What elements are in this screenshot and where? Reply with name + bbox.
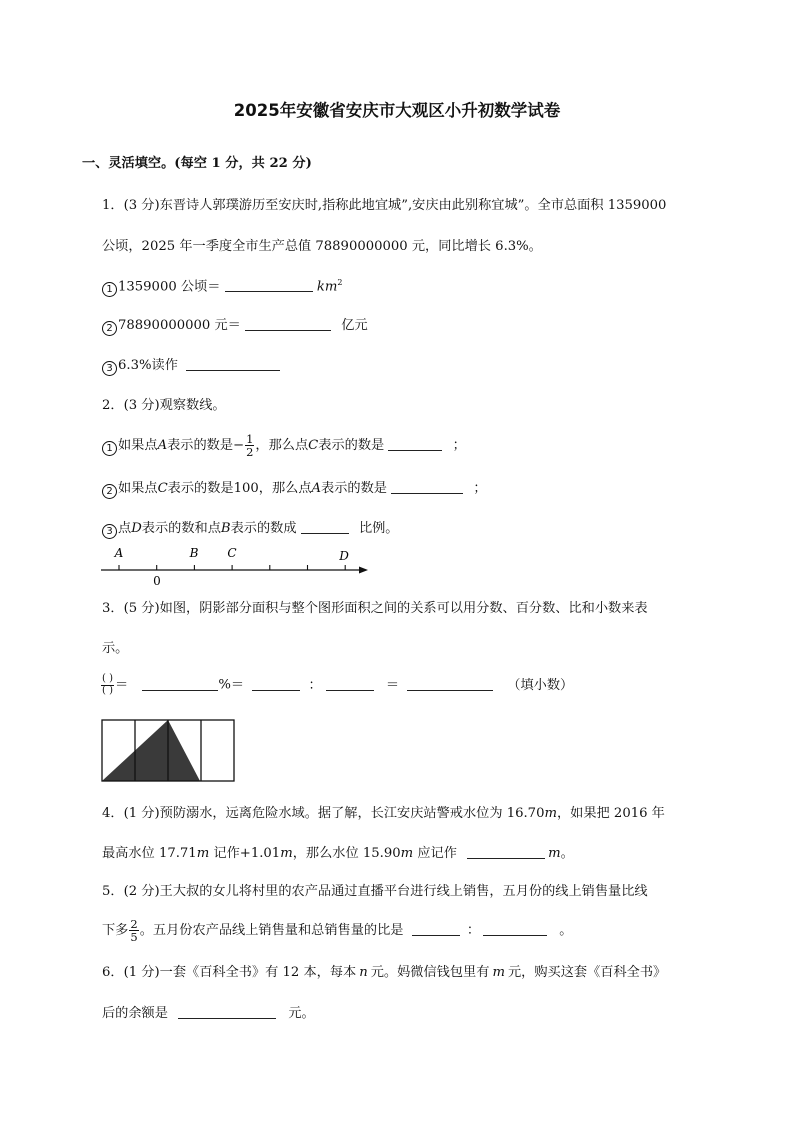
- q6-text-d: 后的余额是: [102, 1006, 168, 1021]
- q2-sub1-text-d: 表示的数是: [318, 438, 385, 454]
- var-c: C: [157, 481, 168, 496]
- q3-blank-ratio-left[interactable]: [252, 678, 300, 691]
- circle-marker: 2: [102, 321, 117, 336]
- point-label-b: B: [189, 546, 199, 560]
- q1-line1: 1．(3 分)东晋诗人郭璞游历至安庆时,指称此地宜城”,安庆由此别称宜城”。全市总面积 1359000: [102, 198, 667, 213]
- q2-sub3-blank[interactable]: [301, 521, 349, 534]
- q4-text-a: 4．(1 分)预防溺水，远离危险水域。据了解，长江安庆站警戒水位为 16.70: [102, 806, 545, 821]
- circle-marker: 3: [102, 361, 117, 376]
- q1-sub2-text: 78890000000 元＝: [118, 318, 241, 333]
- circle-marker: 1: [102, 282, 117, 297]
- shaded-figure: [100, 718, 240, 784]
- q6-text-a: 6．(1 分)一套《百科全书》有 12 本，每本: [102, 965, 357, 980]
- var-d: D: [131, 521, 142, 536]
- q3-blank-decimal[interactable]: [407, 678, 493, 691]
- page-title: 2025年安徽省安庆市大观区小升初数学试卷: [233, 101, 561, 120]
- q3-line2: 示。: [102, 641, 129, 656]
- var-n: n: [359, 965, 368, 980]
- q4-text-f: 应记作: [413, 846, 457, 861]
- number-line-arrow: [359, 567, 368, 574]
- q2-sub2-text-c: 表示的数是: [321, 481, 387, 496]
- point-label-c: C: [227, 546, 237, 560]
- q2-sub2-text-a: 如果点: [118, 481, 158, 496]
- colon: ：: [308, 677, 322, 693]
- q6-blank[interactable]: [178, 1006, 276, 1019]
- q4-text-c: 最高水位 17.71: [102, 846, 197, 861]
- section-heading-1: 一、灵活填空。(每空 1 分，共 22 分): [82, 156, 312, 171]
- point-label-a: A: [114, 546, 124, 560]
- q2-sub1: [102, 433, 466, 458]
- q2-line1: 2．(3 分)观察数线。: [102, 398, 226, 413]
- shaded-triangle: [102, 720, 200, 781]
- fraction-denominator: 2: [246, 445, 254, 460]
- q3-answer-row: [100, 674, 573, 696]
- fraction-denominator: 5: [130, 930, 138, 945]
- q6-line1: [102, 966, 666, 979]
- unit-m: m: [196, 846, 210, 861]
- q3-hint: （填小数）: [507, 677, 574, 693]
- q4-text-e: ，那么水位 15.90: [292, 846, 401, 861]
- q2-sub1-blank[interactable]: [388, 438, 442, 451]
- zero-label: 0: [153, 574, 161, 588]
- q5-line1: 5．(2 分)王大叔的女儿将村里的农产品通过直播平台进行线上销售，五月份的线上销售量比线: [102, 884, 648, 899]
- q1-sub2-blank[interactable]: [245, 318, 331, 331]
- q6-text-e: 元。: [288, 1006, 315, 1021]
- q4-text-d: 记作+1.01: [209, 846, 281, 861]
- number-line-ticks: [119, 565, 345, 570]
- number-line: [98, 544, 388, 594]
- q6-text-b: 元。妈微信钱包里有: [370, 965, 490, 980]
- q1-sub2-unit: 亿元: [341, 318, 368, 333]
- q3-fraction: [101, 674, 114, 696]
- q4-end: 。: [560, 846, 574, 861]
- q5-end: 。: [559, 923, 573, 939]
- q3-blank-percent[interactable]: [142, 678, 218, 691]
- q1-sub1-unit-sup: 2: [337, 278, 343, 287]
- fraction-neg-half: [245, 433, 254, 458]
- fraction-numerator: ( ): [102, 673, 113, 684]
- var-m: m: [492, 965, 505, 980]
- q2-sub1-text-b: 表示的数是: [167, 438, 234, 454]
- q1-sub1: [102, 279, 343, 297]
- q1-sub1-text: 1359000 公顷＝: [118, 279, 221, 295]
- q1-sub2: [102, 318, 368, 336]
- q4-line1: [102, 807, 665, 820]
- circle-marker: 1: [102, 441, 117, 456]
- percent-equals: %＝: [218, 677, 245, 693]
- fraction-two-fifths: [129, 918, 138, 943]
- q6-line2: [102, 1006, 315, 1020]
- q1-line2: 公顷，2025 年一季度全市生产总值 78890000000 元，同比增长 6.3%。: [102, 239, 542, 254]
- q1-sub1-blank[interactable]: [225, 279, 313, 292]
- q5-text-b: 。五月份农产品线上销售量和总销售量的比是: [139, 923, 404, 939]
- point-label-d: D: [339, 549, 349, 563]
- unit-m: m: [544, 806, 557, 821]
- circle-marker: 3: [102, 524, 117, 539]
- unit-m: m: [548, 846, 561, 861]
- q2-sub3: [102, 521, 399, 539]
- q2-sub1-text-a: 如果点: [118, 438, 158, 454]
- q2-sub2-text-b: 表示的数是100，那么点: [167, 481, 312, 496]
- unit-m: m: [400, 846, 414, 861]
- q5-line2: [102, 918, 572, 943]
- q1-sub3-text: 6.3%读作: [118, 358, 178, 373]
- equals-sign: ＝: [385, 677, 400, 693]
- q5-blank-left[interactable]: [412, 923, 460, 936]
- fraction-numerator: 2: [130, 917, 138, 931]
- q2-sub2: [102, 481, 487, 499]
- q2-sub2-blank[interactable]: [391, 481, 463, 494]
- q2-sub3-text-b: 表示的数和点: [141, 521, 221, 536]
- q1-sub3: [102, 358, 280, 376]
- q6-text-c: 元，购买这套《百科全书》: [507, 965, 667, 980]
- q2-sub3-text-c: 表示的数成: [230, 521, 297, 536]
- q4-blank[interactable]: [467, 846, 545, 859]
- q4-line2: [102, 846, 574, 860]
- q4-text-b: ，如果把 2016 年: [556, 806, 665, 821]
- var-a: A: [157, 438, 168, 454]
- q1-sub3-blank[interactable]: [186, 358, 280, 371]
- q1-sub1-unit: km: [316, 279, 338, 295]
- q3-blank-ratio-right[interactable]: [326, 678, 374, 691]
- fraction-denominator: ( ): [102, 684, 113, 696]
- minus-sign: −: [233, 438, 245, 454]
- q3-line1: 3．(5 分)如图，阴影部分面积与整个图形面积之间的关系可以用分数、百分数、比和小数来表: [102, 601, 648, 616]
- fraction-numerator: 1: [246, 432, 254, 446]
- var-a: A: [311, 481, 322, 496]
- q2-sub1-end: ；: [452, 438, 466, 454]
- q2-sub3-text-d: 比例。: [358, 521, 399, 536]
- circle-marker: 2: [102, 484, 117, 499]
- q5-blank-right[interactable]: [483, 923, 547, 936]
- colon: ：: [466, 923, 481, 939]
- q5-text-a: 下多: [102, 923, 129, 939]
- q2-sub2-end: ；: [473, 481, 487, 496]
- equals-sign: ＝: [114, 677, 129, 693]
- unit-m: m: [280, 846, 293, 861]
- var-c: C: [308, 438, 319, 454]
- var-b: B: [220, 521, 231, 536]
- q2-sub3-text-a: 点: [118, 521, 132, 536]
- q2-sub1-text-c: ，那么点: [255, 438, 309, 454]
